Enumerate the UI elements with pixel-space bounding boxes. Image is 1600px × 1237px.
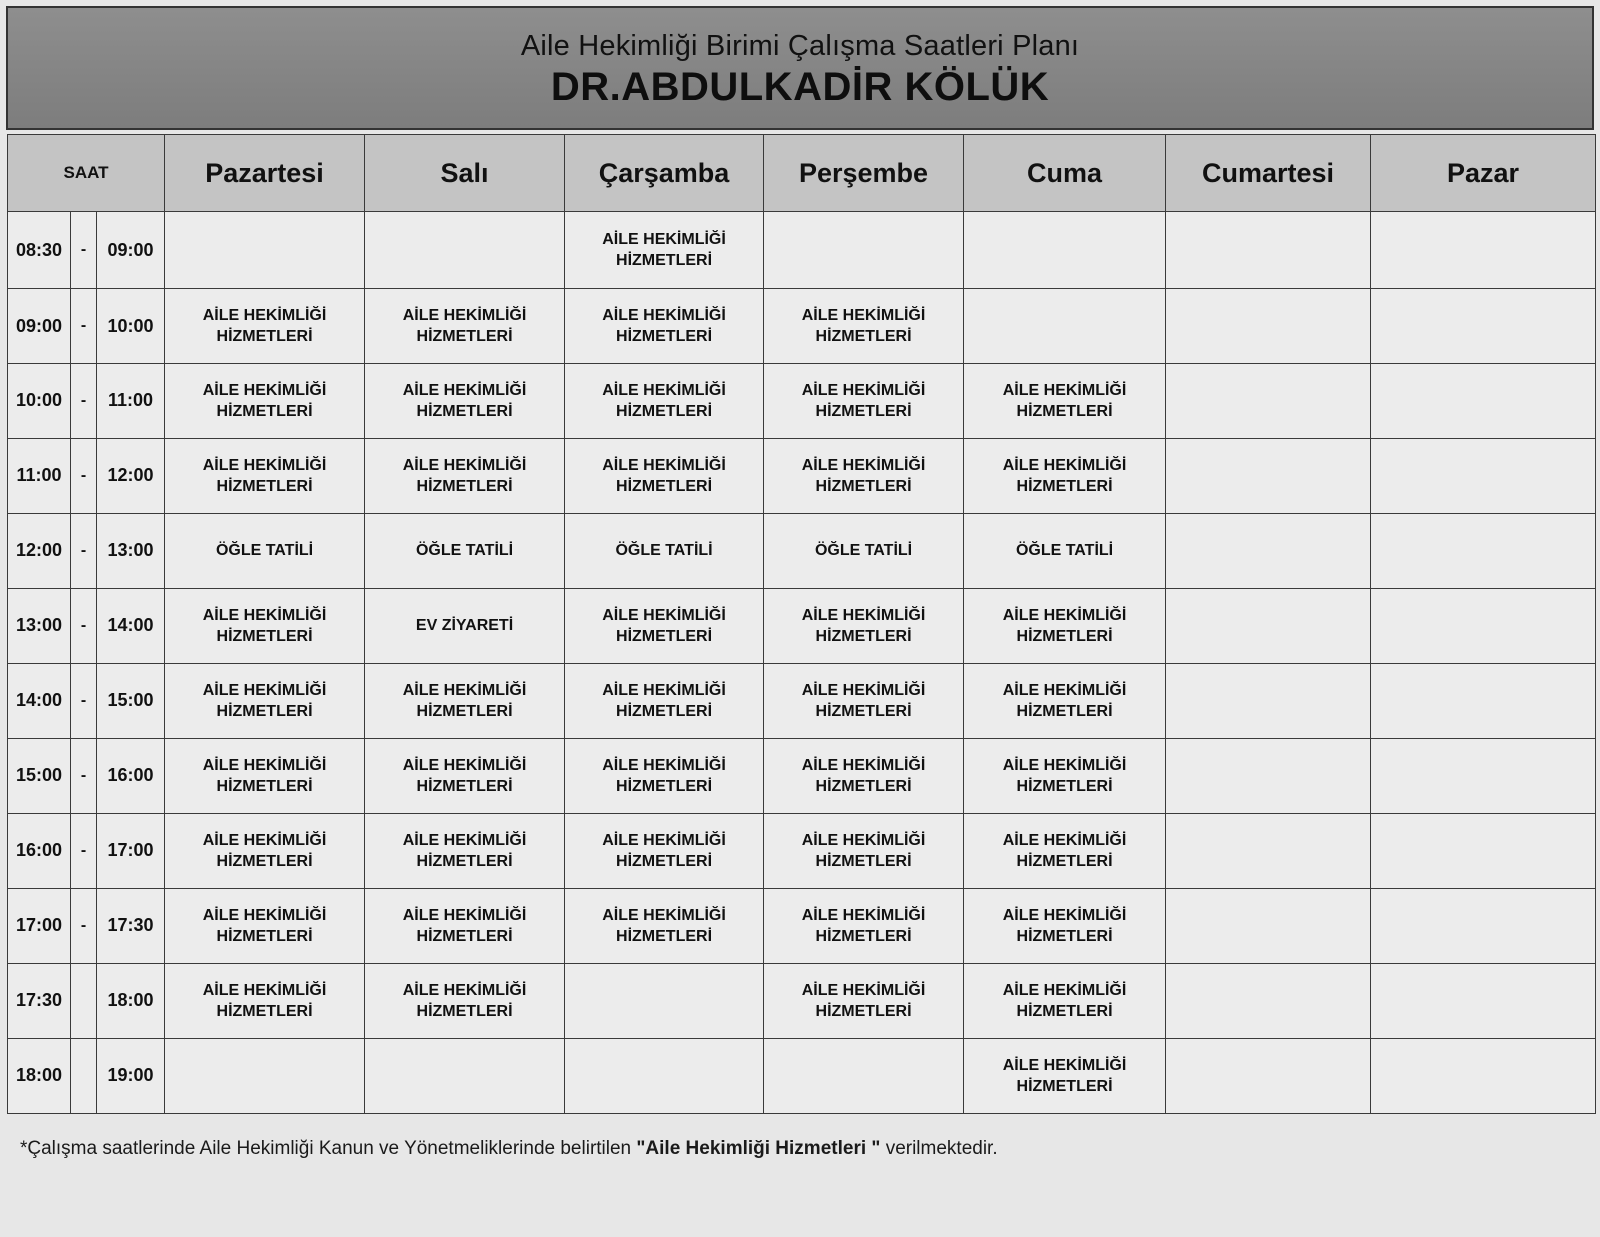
schedule-cell-carsamba: ÖĞLE TATİLİ	[565, 513, 764, 588]
schedule-cell-pazar	[1371, 888, 1596, 963]
time-separator: -	[71, 738, 97, 813]
day-header-pazartesi: Pazartesi	[165, 135, 365, 212]
cell-line: HİZMETLERİ	[616, 627, 713, 645]
schedule-cell-cumartesi	[1166, 212, 1371, 289]
cell-line: HİZMETLERİ	[216, 627, 313, 645]
cell-line: HİZMETLERİ	[815, 927, 912, 945]
schedule-cell-pazartesi	[165, 738, 365, 813]
cell-line: AİLE HEKİMLİĞİ	[202, 981, 327, 999]
schedule-cell-pazar	[1371, 438, 1596, 513]
time-start: 15:00	[8, 738, 71, 813]
cell-line: AİLE HEKİMLİĞİ	[602, 831, 726, 849]
schedule-cell-persembe	[764, 212, 964, 289]
cell-line: HİZMETLERİ	[416, 1002, 513, 1020]
schedule-cell-pazartesi	[165, 663, 365, 738]
time-start: 12:00	[8, 513, 71, 588]
schedule-cell-sali	[365, 888, 565, 963]
cell-line: AİLE HEKİMLİĞİ	[202, 307, 327, 324]
cell-line: AİLE HEKİMLİĞİ	[1002, 981, 1127, 999]
cell-line: HİZMETLERİ	[616, 328, 713, 345]
cell-line: HİZMETLERİ	[1016, 627, 1113, 645]
cell-line: AİLE HEKİMLİĞİ	[801, 831, 926, 849]
schedule-cell-persembe	[764, 888, 964, 963]
table-row	[8, 738, 1596, 813]
cell-line: HİZMETLERİ	[815, 852, 912, 870]
schedule-cell-pazar	[1371, 588, 1596, 663]
cell-line: HİZMETLERİ	[616, 777, 713, 795]
cell-line: HİZMETLERİ	[815, 402, 912, 420]
cell-line: AİLE HEKİMLİĞİ	[801, 981, 926, 999]
schedule-cell-cumartesi	[1166, 588, 1371, 663]
cell-line: AİLE HEKİMLİĞİ	[801, 681, 926, 699]
schedule-cell-pazar	[1371, 963, 1596, 1038]
cell-line: AİLE HEKİMLİĞİ	[602, 307, 726, 324]
schedule-cell-cuma	[964, 364, 1166, 439]
time-end: 12:00	[97, 438, 165, 513]
table-row	[8, 1038, 1596, 1113]
cell-line: AİLE HEKİMLİĞİ	[402, 307, 527, 324]
cell-line: HİZMETLERİ	[216, 477, 313, 495]
time-start: 16:00	[8, 813, 71, 888]
schedule-cell-cuma	[964, 813, 1166, 888]
cell-line: HİZMETLERİ	[416, 777, 513, 795]
schedule-cell-cuma	[964, 438, 1166, 513]
table-row	[8, 588, 1596, 663]
cell-line: HİZMETLERİ	[815, 702, 912, 720]
table-row	[8, 888, 1596, 963]
schedule-cell-pazar	[1371, 738, 1596, 813]
schedule-cell-pazartesi	[165, 438, 365, 513]
schedule-cell-carsamba	[565, 738, 764, 813]
schedule-cell-sali	[365, 1038, 565, 1113]
time-separator	[71, 1038, 97, 1113]
time-end: 09:00	[97, 212, 165, 289]
cell-line: AİLE HEKİMLİĞİ	[1002, 831, 1127, 849]
schedule-cell-sali	[365, 813, 565, 888]
header-row	[8, 135, 1596, 212]
time-end: 17:30	[97, 888, 165, 963]
cell-line: HİZMETLERİ	[815, 328, 912, 345]
schedule-cell-pazartesi	[165, 888, 365, 963]
cell-line: HİZMETLERİ	[216, 328, 313, 345]
schedule-cell-cumartesi	[1166, 1038, 1371, 1113]
saat-header: SAAT	[8, 135, 165, 212]
table-row	[8, 438, 1596, 513]
schedule-body	[8, 212, 1596, 1114]
cell-line: AİLE HEKİMLİĞİ	[801, 307, 926, 324]
cell-line: HİZMETLERİ	[616, 252, 713, 269]
time-separator	[71, 963, 97, 1038]
schedule-cell-cumartesi	[1166, 663, 1371, 738]
schedule-cell-carsamba	[565, 588, 764, 663]
time-end: 19:00	[97, 1038, 165, 1113]
cell-line: HİZMETLERİ	[216, 702, 313, 720]
time-separator: -	[71, 364, 97, 439]
cell-line: AİLE HEKİMLİĞİ	[801, 381, 926, 399]
cell-line: HİZMETLERİ	[416, 328, 513, 345]
schedule-cell-pazartesi	[165, 588, 365, 663]
time-start: 10:00	[8, 364, 71, 439]
time-separator: -	[71, 212, 97, 289]
schedule-cell-persembe	[764, 738, 964, 813]
cell-line: HİZMETLERİ	[416, 402, 513, 420]
cell-line: AİLE HEKİMLİĞİ	[801, 606, 926, 624]
day-header-pazar: Pazar	[1371, 135, 1596, 212]
cell-line: AİLE HEKİMLİĞİ	[202, 831, 327, 849]
schedule-cell-sali	[365, 738, 565, 813]
cell-line: AİLE HEKİMLİĞİ	[202, 606, 327, 624]
schedule-cell-cuma	[964, 212, 1166, 289]
time-end: 10:00	[97, 289, 165, 364]
schedule-cell-persembe	[764, 588, 964, 663]
time-separator: -	[71, 663, 97, 738]
schedule-cell-pazartesi	[165, 212, 365, 289]
schedule-cell-cuma	[964, 289, 1166, 364]
footnote	[20, 1138, 998, 1160]
schedule-cell-cumartesi	[1166, 513, 1371, 588]
schedule-cell-carsamba	[565, 289, 764, 364]
cell-line: AİLE HEKİMLİĞİ	[202, 456, 327, 474]
schedule-cell-persembe	[764, 289, 964, 364]
schedule-cell-persembe	[764, 364, 964, 439]
plan-subtitle: Aile Hekimliği Birimi Çalışma Saatleri Planı	[520, 30, 1080, 62]
time-end: 11:00	[97, 364, 165, 439]
cell-line: HİZMETLERİ	[416, 852, 513, 870]
schedule-cell-sali	[365, 663, 565, 738]
cell-line: HİZMETLERİ	[416, 702, 513, 720]
time-separator: -	[71, 513, 97, 588]
schedule-cell-sali	[365, 212, 565, 289]
cell-line: AİLE HEKİMLİĞİ	[602, 381, 726, 399]
cell-line: AİLE HEKİMLİĞİ	[1002, 756, 1127, 774]
cell-line: AİLE HEKİMLİĞİ	[402, 681, 527, 699]
schedule-cell-cumartesi	[1166, 364, 1371, 439]
schedule-cell-carsamba	[565, 663, 764, 738]
table-row	[8, 289, 1596, 364]
schedule-cell-pazar	[1371, 212, 1596, 289]
schedule-cell-carsamba	[565, 888, 764, 963]
cell-line: AİLE HEKİMLİĞİ	[602, 231, 726, 248]
table-row	[8, 663, 1596, 738]
time-separator: -	[71, 813, 97, 888]
schedule-cell-pazartesi: ÖĞLE TATİLİ	[165, 513, 365, 588]
cell-line: HİZMETLERİ	[616, 702, 713, 720]
schedule-cell-cuma	[964, 888, 1166, 963]
cell-line: HİZMETLERİ	[616, 927, 713, 945]
table-row	[8, 813, 1596, 888]
cell-line: AİLE HEKİMLİĞİ	[202, 381, 327, 399]
schedule-cell-cumartesi	[1166, 289, 1371, 364]
schedule-cell-carsamba	[565, 963, 764, 1038]
cell-line: HİZMETLERİ	[1016, 477, 1113, 495]
cell-line: AİLE HEKİMLİĞİ	[402, 831, 527, 849]
cell-line: AİLE HEKİMLİĞİ	[1002, 381, 1127, 399]
schedule-cell-persembe	[764, 813, 964, 888]
cell-line: AİLE HEKİMLİĞİ	[202, 906, 327, 924]
schedule-cell-carsamba	[565, 438, 764, 513]
cell-line: AİLE HEKİMLİĞİ	[1002, 906, 1127, 924]
cell-line: AİLE HEKİMLİĞİ	[801, 456, 926, 474]
time-separator: -	[71, 888, 97, 963]
cell-line: HİZMETLERİ	[216, 1002, 313, 1020]
time-separator: -	[71, 588, 97, 663]
time-end: 17:00	[97, 813, 165, 888]
schedule-cell-carsamba	[565, 813, 764, 888]
day-header-cumartesi: Cumartesi	[1166, 135, 1371, 212]
cell-line: AİLE HEKİMLİĞİ	[402, 756, 527, 774]
cell-line: HİZMETLERİ	[815, 777, 912, 795]
cell-line: AİLE HEKİMLİĞİ	[402, 906, 527, 924]
time-start: 14:00	[8, 663, 71, 738]
cell-line: AİLE HEKİMLİĞİ	[602, 681, 726, 699]
schedule-cell-pazar	[1371, 513, 1596, 588]
schedule-cell-carsamba	[565, 364, 764, 439]
cell-line: AİLE HEKİMLİĞİ	[1002, 456, 1127, 474]
day-header-persembe: Perşembe	[764, 135, 964, 212]
cell-line: AİLE HEKİMLİĞİ	[202, 681, 327, 699]
schedule-cell-sali	[365, 364, 565, 439]
schedule-cell-persembe	[764, 438, 964, 513]
cell-line: AİLE HEKİMLİĞİ	[1002, 1056, 1127, 1074]
schedule-cell-sali	[365, 289, 565, 364]
schedule-cell-persembe	[764, 663, 964, 738]
schedule-cell-cumartesi	[1166, 963, 1371, 1038]
time-end: 16:00	[97, 738, 165, 813]
cell-line: AİLE HEKİMLİĞİ	[801, 906, 926, 924]
time-end: 13:00	[97, 513, 165, 588]
cell-line: AİLE HEKİMLİĞİ	[1002, 681, 1127, 699]
schedule-cell-cuma	[964, 738, 1166, 813]
time-end: 18:00	[97, 963, 165, 1038]
schedule-cell-cuma	[964, 1038, 1166, 1113]
time-end: 14:00	[97, 588, 165, 663]
schedule-cell-pazar	[1371, 364, 1596, 439]
schedule-cell-persembe	[764, 963, 964, 1038]
table-row	[8, 963, 1596, 1038]
cell-line: HİZMETLERİ	[1016, 927, 1113, 945]
cell-line: HİZMETLERİ	[216, 927, 313, 945]
cell-line: HİZMETLERİ	[416, 477, 513, 495]
schedule-cell-pazar	[1371, 813, 1596, 888]
schedule-cell-cuma	[964, 663, 1166, 738]
cell-line: AİLE HEKİMLİĞİ	[1002, 606, 1127, 624]
table-row	[8, 212, 1596, 289]
cell-line: HİZMETLERİ	[616, 852, 713, 870]
title-banner	[6, 6, 1594, 130]
cell-line: HİZMETLERİ	[1016, 1077, 1113, 1095]
time-start: 13:00	[8, 588, 71, 663]
schedule-cell-sali: ÖĞLE TATİLİ	[365, 513, 565, 588]
schedule-cell-carsamba	[565, 212, 764, 289]
cell-line: HİZMETLERİ	[216, 777, 313, 795]
schedule-cell-persembe: ÖĞLE TATİLİ	[764, 513, 964, 588]
cell-line: AİLE HEKİMLİĞİ	[602, 456, 726, 474]
schedule-table	[7, 134, 1596, 1114]
time-start: 17:00	[8, 888, 71, 963]
schedule-cell-pazartesi	[165, 289, 365, 364]
schedule-cell-pazar	[1371, 1038, 1596, 1113]
cell-line: AİLE HEKİMLİĞİ	[202, 756, 327, 774]
cell-line: AİLE HEKİMLİĞİ	[602, 756, 726, 774]
schedule-cell-persembe	[764, 1038, 964, 1113]
schedule-cell-cuma	[964, 963, 1166, 1038]
cell-line: HİZMETLERİ	[416, 927, 513, 945]
cell-line: HİZMETLERİ	[616, 477, 713, 495]
cell-line: HİZMETLERİ	[1016, 852, 1113, 870]
cell-line: HİZMETLERİ	[1016, 1002, 1113, 1020]
cell-line: AİLE HEKİMLİĞİ	[602, 906, 726, 924]
doctor-name: DR.ABDULKADİR KÖLÜK	[550, 65, 1050, 109]
time-end: 15:00	[97, 663, 165, 738]
schedule-cell-cumartesi	[1166, 438, 1371, 513]
footnote-emphasis: "Aile Hekimliği Hizmetleri "	[636, 1138, 881, 1159]
time-separator: -	[71, 289, 97, 364]
cell-line: AİLE HEKİMLİĞİ	[801, 756, 926, 774]
cell-line: AİLE HEKİMLİĞİ	[402, 381, 527, 399]
day-header-cuma: Cuma	[964, 135, 1166, 212]
cell-line: HİZMETLERİ	[216, 852, 313, 870]
time-start: 09:00	[8, 289, 71, 364]
schedule-cell-cumartesi	[1166, 888, 1371, 963]
table-row	[8, 513, 1596, 588]
cell-line: HİZMETLERİ	[815, 627, 912, 645]
schedule-cell-pazartesi	[165, 364, 365, 439]
schedule-cell-pazartesi	[165, 813, 365, 888]
footnote-suffix: verilmektedir.	[885, 1138, 998, 1159]
schedule-cell-cumartesi	[1166, 738, 1371, 813]
schedule-cell-pazar	[1371, 663, 1596, 738]
schedule-cell-cuma: ÖĞLE TATİLİ	[964, 513, 1166, 588]
time-start: 18:00	[8, 1038, 71, 1113]
cell-line: HİZMETLERİ	[1016, 402, 1113, 420]
schedule-cell-pazar	[1371, 289, 1596, 364]
day-header-carsamba: Çarşamba	[565, 135, 764, 212]
cell-line: AİLE HEKİMLİĞİ	[402, 981, 527, 999]
cell-line: HİZMETLERİ	[815, 1002, 912, 1020]
cell-line: HİZMETLERİ	[815, 477, 912, 495]
table-row	[8, 364, 1596, 439]
day-header-sali: Salı	[365, 135, 565, 212]
time-start: 11:00	[8, 438, 71, 513]
schedule-cell-carsamba	[565, 1038, 764, 1113]
cell-line: HİZMETLERİ	[216, 402, 313, 420]
time-start: 17:30	[8, 963, 71, 1038]
footnote-prefix: *Çalışma saatlerinde Aile Hekimliği Kanun ve Yönetmeliklerinde belirtilen	[20, 1138, 632, 1159]
cell-line: HİZMETLERİ	[1016, 777, 1113, 795]
schedule-cell-cumartesi	[1166, 813, 1371, 888]
cell-line: AİLE HEKİMLİĞİ	[402, 456, 527, 474]
schedule-cell-pazartesi	[165, 963, 365, 1038]
cell-line: AİLE HEKİMLİĞİ	[602, 606, 726, 624]
schedule-cell-pazartesi	[165, 1038, 365, 1113]
schedule-cell-sali	[365, 438, 565, 513]
cell-line: HİZMETLERİ	[1016, 702, 1113, 720]
time-separator: -	[71, 438, 97, 513]
time-start: 08:30	[8, 212, 71, 289]
schedule-cell-sali: EV ZİYARETİ	[365, 588, 565, 663]
schedule-cell-sali	[365, 963, 565, 1038]
schedule-cell-cuma	[964, 588, 1166, 663]
cell-line: HİZMETLERİ	[616, 402, 713, 420]
